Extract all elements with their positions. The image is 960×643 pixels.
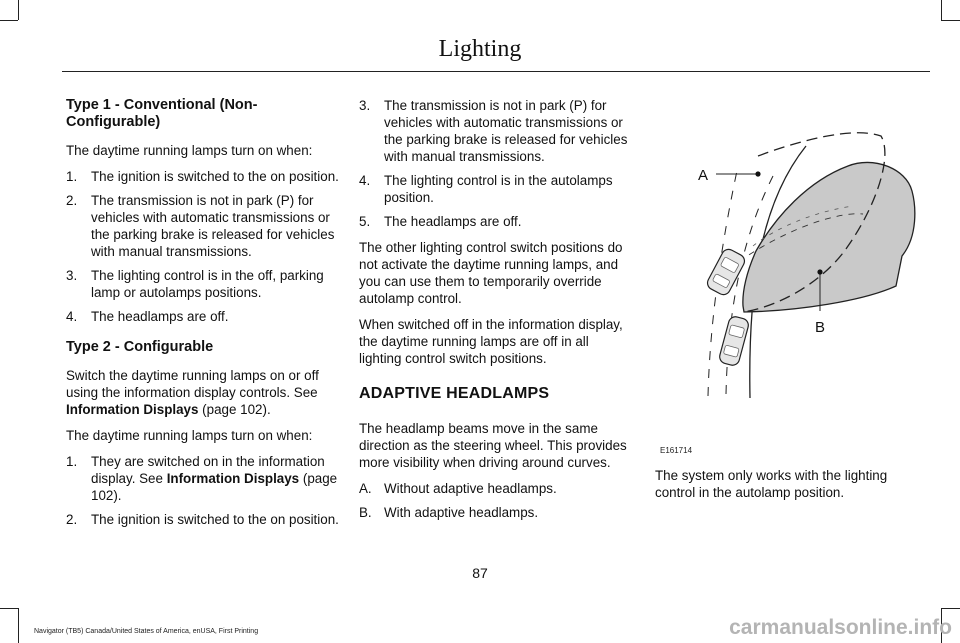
crop-mark: [18, 0, 19, 20]
crop-mark: [0, 608, 18, 609]
crop-mark: [18, 608, 19, 643]
type2-intro: The daytime running lamps turn on when:: [66, 428, 313, 443]
crop-mark: [0, 20, 18, 21]
item-number: 2.: [66, 512, 78, 527]
type2-heading: Type 2 - Configurable: [66, 339, 214, 355]
adaptive-paragraph: The headlamp beams move in the same direction as the steering wheel. This provides more visibility when driving around curves.: [359, 421, 627, 470]
figure-caption: The system only works with the lighting control in the autolamp position.: [655, 468, 888, 500]
list-item: [359, 172, 632, 206]
item-number: 1.: [66, 454, 78, 469]
item-page-ref: (page 102).: [91, 471, 338, 503]
legend-letter: A.: [359, 481, 372, 496]
type1-heading: Type 1 - Conventional (Non-Configurable): [66, 97, 258, 130]
type2-list-continued: [359, 97, 632, 230]
legend-text: With adaptive headlamps.: [384, 505, 539, 520]
override-paragraph: The other lighting control switch positions do not activate the daytime running lamps, and you can use them to temporarily override autolamp control.: [359, 240, 623, 306]
item-text-start: They are switched on in the information display. See: [91, 454, 325, 486]
legend-item: [359, 504, 632, 521]
item-text: The lighting control is in the off, parking lamp or autolamps positions.: [91, 268, 324, 300]
legend-item: [359, 480, 632, 497]
item-text: The ignition is switched to the on position.: [91, 512, 339, 527]
item-number: 4.: [359, 173, 371, 188]
header-divider: [62, 71, 930, 72]
item-number: 1.: [66, 169, 78, 184]
adaptive-beam: [743, 162, 915, 312]
list-item: [66, 511, 341, 528]
crop-mark: [941, 608, 960, 609]
information-displays-link[interactable]: Information Displays: [66, 402, 199, 417]
item-text: The headlamps are off.: [384, 214, 522, 229]
item-number: 3.: [66, 268, 78, 283]
item-text: The ignition is switched to the on position.: [91, 169, 339, 184]
figure-code: E161714: [660, 446, 693, 455]
type1-list: [66, 168, 341, 325]
list-item: [66, 453, 341, 504]
page-number: 87: [472, 565, 488, 581]
item-number: 5.: [359, 214, 371, 229]
column-1: [66, 97, 341, 537]
type2-paragraph: [66, 367, 341, 418]
item-number: 4.: [66, 309, 78, 324]
item-text: The lighting control is in the autolamps position.: [384, 173, 613, 205]
crop-mark: [941, 0, 942, 20]
adaptive-headlamps-illustration: [648, 126, 928, 446]
adaptive-headlamps-heading: ADAPTIVE HEADLAMPS: [359, 385, 550, 402]
list-item: [66, 308, 341, 325]
figure-legend: [359, 480, 632, 521]
legend-text: Without adaptive headlamps.: [384, 481, 557, 496]
callout-b-dot: [817, 269, 822, 274]
type2-list: [66, 453, 341, 528]
callout-a-dot: [755, 171, 760, 176]
printing-info: Navigator (TB5) Canada/United States of America, enUSA, First Printing: [34, 628, 259, 635]
list-item: [66, 267, 341, 301]
item-number: 2.: [66, 193, 78, 208]
vehicle-front: [705, 247, 747, 297]
list-item: [359, 213, 632, 230]
information-displays-link[interactable]: Information Displays: [166, 471, 300, 486]
type2-para-text: Switch the daytime running lamps on or off using the information display controls. See: [66, 368, 319, 400]
vehicle-rear: [718, 315, 750, 367]
item-text: The headlamps are off.: [91, 309, 229, 324]
type1-intro: The daytime running lamps turn on when:: [66, 143, 313, 158]
callout-b-label: B: [815, 319, 826, 336]
crop-mark: [941, 20, 960, 21]
switched-off-paragraph: When switched off in the information display, the daytime running lamps are off in all lighting control switch positions.: [359, 317, 623, 366]
item-text: [91, 453, 341, 504]
list-item: [359, 97, 632, 165]
page-title: Lighting: [438, 36, 522, 62]
column-2: [359, 97, 632, 530]
type2-para-page: (page 102).: [198, 402, 271, 417]
callout-a-label: A: [698, 167, 709, 184]
list-item: [66, 192, 341, 260]
item-text: The transmission is not in park (P) for vehicles with automatic transmissions or the parking brake is released for vehicles with manual transmissions.: [91, 193, 335, 259]
watermark: carmanualsonline.info: [729, 616, 952, 639]
item-number: 3.: [359, 98, 371, 113]
list-item: [66, 168, 341, 185]
item-text: The transmission is not in park (P) for vehicles with automatic transmissions or the parking brake is released for vehicles with manual transmissions.: [384, 98, 628, 164]
legend-letter: B.: [359, 505, 372, 520]
